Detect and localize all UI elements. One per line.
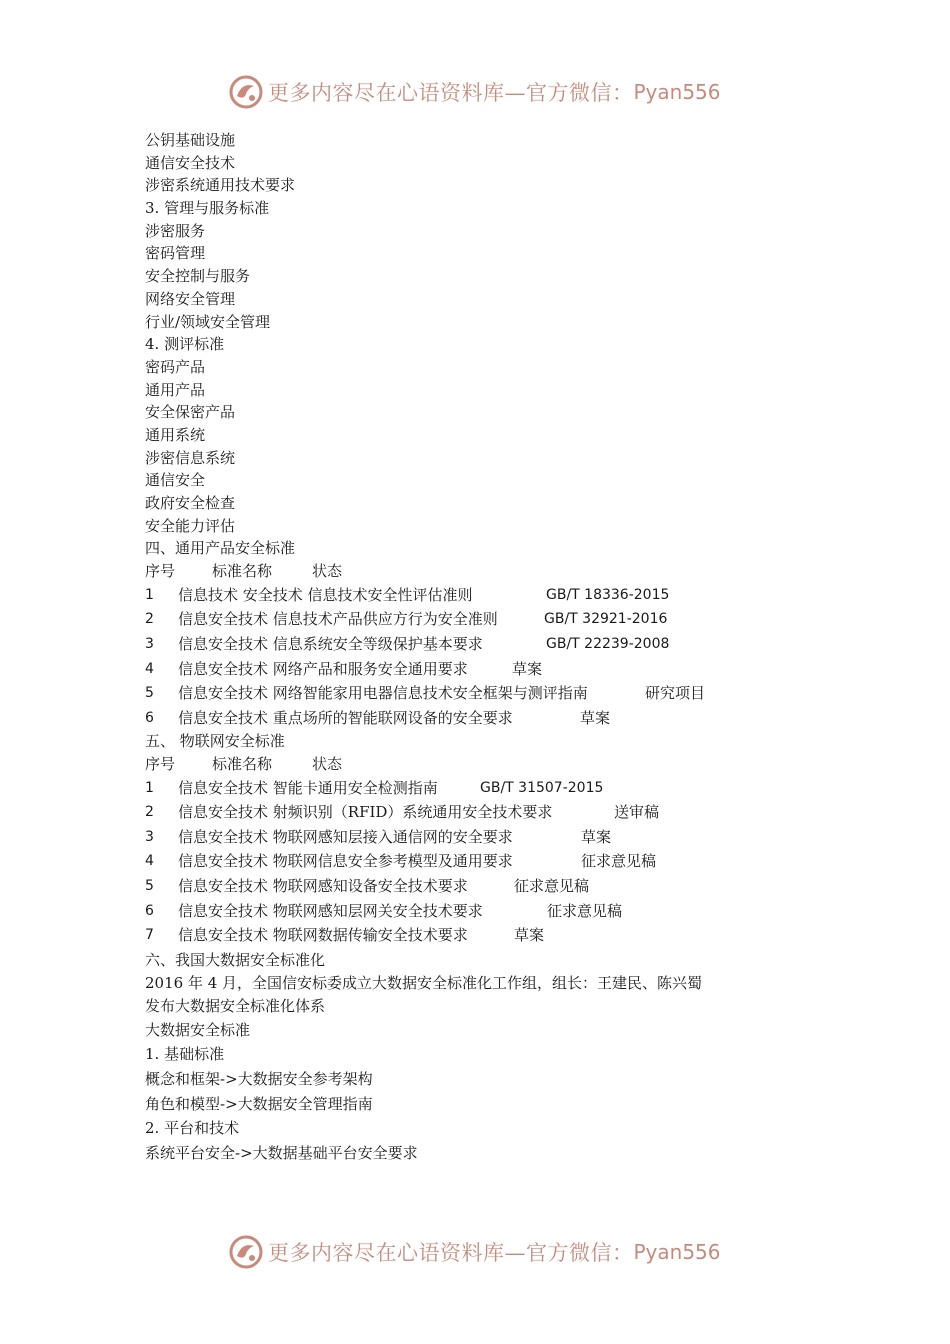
row-status: GB/T 32921-2016 (544, 611, 668, 628)
header-status: 状态 (312, 562, 343, 581)
table-row (145, 800, 825, 825)
brand-logo-icon (228, 1234, 264, 1270)
row-status: 征求意见稿 (547, 901, 623, 920)
row-name: 信息安全技术 物联网数据传输安全技术要求 (178, 926, 468, 945)
row-status: GB/T 18336-2015 (546, 586, 670, 603)
table-row (145, 607, 825, 632)
section-title: 四、通用产品安全标准 (145, 539, 296, 558)
table-row (145, 923, 825, 948)
text-line: 通信安全 (145, 471, 206, 490)
row-name: 信息安全技术 智能卡通用安全检测指南 (178, 778, 438, 797)
text-line: 发布大数据安全标准化体系 (145, 997, 326, 1016)
row-num: 5 (145, 878, 154, 895)
row-status: 征求意见稿 (581, 852, 657, 871)
table-header (145, 753, 825, 776)
text-line: 角色和模型->大数据安全管理指南 (145, 1094, 373, 1113)
row-status: 草案 (512, 659, 543, 678)
text-line: 通信安全技术 (145, 153, 236, 172)
banner-slogan: 更多内容尽在心语资料库—官方微信： (268, 1241, 634, 1265)
row-num: 1 (145, 586, 154, 603)
table-row (145, 706, 825, 731)
table-row (145, 825, 825, 850)
section-title: 六、我国大数据安全标准化 (145, 950, 326, 969)
text-line: 密码产品 (145, 357, 206, 376)
text-line: 公钥基础设施 (145, 131, 236, 149)
row-name: 信息安全技术 重点场所的智能联网设备的安全要求 (178, 708, 513, 727)
row-num: 3 (145, 635, 154, 652)
text-line: 概念和框架->大数据安全参考架构 (145, 1070, 373, 1088)
text-line: 4. 测评标准 (145, 335, 225, 354)
banner-contact: Pyan556 (633, 1240, 721, 1264)
row-name: 信息安全技术 信息系统安全等级保护基本要求 (178, 634, 483, 653)
row-num: 3 (145, 828, 154, 845)
row-num: 2 (145, 611, 154, 628)
row-num: 1 (145, 779, 154, 796)
row-name: 信息安全技术 物联网感知设备安全技术要求 (178, 877, 468, 896)
row-name: 信息安全技术 物联网信息安全参考模型及通用要求 (178, 852, 513, 871)
row-status: 研究项目 (645, 684, 706, 703)
table-header (145, 560, 825, 583)
table-row (145, 657, 825, 682)
text-line: 1. 基础标准 (145, 1045, 225, 1064)
text-line: 政府安全检查 (145, 494, 236, 512)
row-status: 草案 (580, 708, 611, 727)
text-line: 涉密服务 (145, 221, 206, 240)
table-row (145, 681, 825, 706)
text-line: 通用产品 (145, 380, 206, 399)
header-status: 状态 (312, 755, 343, 773)
row-status: GB/T 31507-2015 (480, 779, 604, 796)
row-num: 4 (145, 660, 154, 677)
header-banner (228, 72, 728, 112)
row-status: 草案 (581, 827, 612, 846)
section-title: 五、 物联网安全标准 (145, 732, 285, 751)
row-status: GB/T 22239-2008 (546, 635, 670, 652)
table-row (145, 849, 825, 874)
text-line: 安全能力评估 (145, 516, 236, 535)
table-row (145, 632, 825, 657)
text-line: 网络安全管理 (145, 289, 236, 308)
table-row (145, 776, 825, 801)
row-num: 7 (145, 927, 154, 944)
row-name: 信息安全技术 网络产品和服务安全通用要求 (178, 659, 468, 678)
header-num: 序号 (145, 562, 176, 581)
banner-contact: Pyan556 (633, 80, 721, 104)
text-line: 涉密信息系统 (145, 448, 236, 467)
text-line: 3. 管理与服务标准 (145, 199, 270, 218)
text-line: 涉密系统通用技术要求 (145, 176, 296, 195)
text-line: 行业/领域安全管理 (145, 312, 271, 331)
row-name: 信息安全技术 物联网感知层接入通信网的安全要求 (178, 827, 513, 846)
text-line: 大数据安全标准 (145, 1020, 251, 1039)
row-num: 6 (145, 902, 154, 919)
row-name: 信息安全技术 射频识别（RFID）系统通用安全技术要求 (178, 803, 553, 822)
text-line: 系统平台安全->大数据基础平台安全要求 (145, 1143, 418, 1162)
row-status: 征求意见稿 (514, 877, 590, 896)
row-name: 信息安全技术 信息技术产品供应方行为安全准则 (178, 610, 498, 629)
row-num: 5 (145, 685, 154, 702)
text-line: 2. 平台和技术 (145, 1119, 240, 1138)
footer-banner (228, 1232, 728, 1272)
row-name: 信息安全技术 网络智能家用电器信息技术安全框架与测评指南 (178, 684, 588, 703)
banner-slogan: 更多内容尽在心语资料库—官方微信： (268, 81, 634, 105)
brand-logo-icon (228, 74, 264, 110)
row-name: 信息技术 安全技术 信息技术安全性评估准则 (178, 585, 473, 604)
text-line: 通用系统 (145, 425, 206, 444)
row-status: 草案 (514, 926, 545, 945)
table-row (145, 899, 825, 924)
row-status: 送审稿 (614, 803, 660, 822)
row-num: 6 (145, 709, 154, 726)
table-row (145, 874, 825, 899)
header-name: 标准名称 (212, 755, 273, 773)
text-line: 安全控制与服务 (145, 267, 251, 286)
text-line: 安全保密产品 (145, 403, 236, 422)
header-name: 标准名称 (212, 562, 273, 581)
text-line: 密码管理 (145, 244, 206, 263)
row-num: 4 (145, 853, 154, 870)
document-body (145, 129, 825, 1165)
table-row (145, 583, 825, 608)
row-name: 信息安全技术 物联网感知层网关安全技术要求 (178, 901, 483, 920)
text-line: 2016 年 4 月，全国信安标委成立大数据安全标准化工作组，组长：王建民、陈兴蜀 (145, 974, 703, 993)
row-num: 2 (145, 804, 154, 821)
header-num: 序号 (145, 755, 176, 773)
